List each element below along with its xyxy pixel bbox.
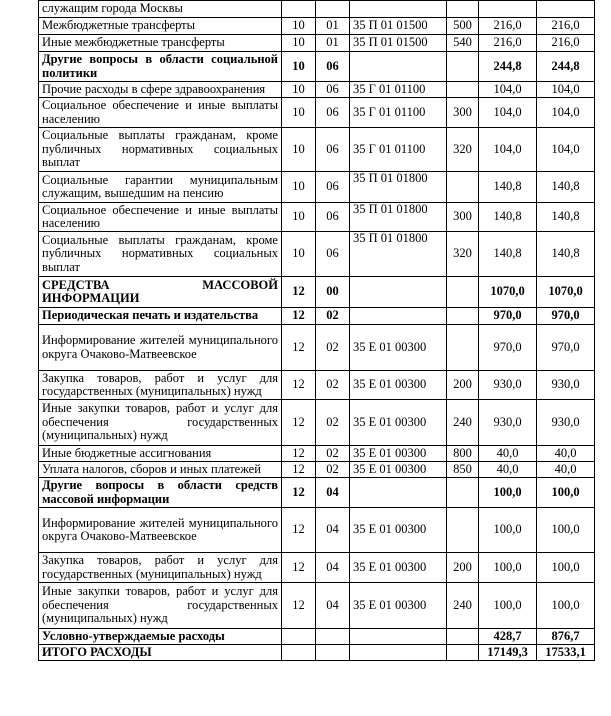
table-row	[39, 629, 595, 645]
expense-type-cell: 200	[447, 553, 479, 583]
amount-year2-cell	[537, 1, 595, 18]
expense-name-cell: Социальное обеспечение и иные выплаты населению	[39, 203, 282, 232]
expense-name-cell: Информирование жителей муниципального округа Очаково-Матвеевское	[39, 325, 282, 371]
table-row	[39, 446, 595, 462]
table-row	[39, 172, 595, 203]
expense-type-cell: 240	[447, 400, 479, 446]
expense-type-cell	[447, 478, 479, 508]
section-code-cell: 10	[282, 82, 316, 98]
section-code-cell: 12	[282, 400, 316, 446]
amount-year1-cell: 17149,3	[479, 645, 537, 661]
target-article-cell: 35 П 01 01800	[350, 172, 447, 203]
table-row	[39, 645, 595, 661]
target-article-cell	[350, 629, 447, 645]
table-row	[39, 478, 595, 508]
amount-year2-cell: 100,0	[537, 508, 595, 553]
expense-type-cell: 300	[447, 203, 479, 232]
table-row	[39, 308, 595, 325]
table-row	[39, 203, 595, 232]
amount-year2-cell: 104,0	[537, 128, 595, 172]
subsection-code-cell: 04	[316, 508, 350, 553]
amount-year2-cell: 104,0	[537, 82, 595, 98]
table-row	[39, 553, 595, 583]
table-row	[39, 98, 595, 128]
expense-type-cell	[447, 325, 479, 371]
section-code-cell: 12	[282, 583, 316, 629]
amount-year2-cell: 100,0	[537, 583, 595, 629]
expense-name-cell: ИТОГО РАСХОДЫ	[39, 645, 282, 661]
expense-type-cell: 300	[447, 98, 479, 128]
amount-year2-cell: 216,0	[537, 35, 595, 52]
table-row	[39, 325, 595, 371]
target-article-cell: 35 Г 01 01100	[350, 128, 447, 172]
amount-year1-cell: 244,8	[479, 52, 537, 82]
expense-name-cell: Иные закупки товаров, работ и услуг для обеспечения государственных (муниципальных) нужд	[39, 583, 282, 629]
expense-type-cell: 540	[447, 35, 479, 52]
expense-name-cell: Закупка товаров, работ и услуг для государственных (муниципальных) нужд	[39, 371, 282, 400]
expense-type-cell	[447, 52, 479, 82]
target-article-cell	[350, 52, 447, 82]
subsection-code-cell: 02	[316, 400, 350, 446]
amount-year2-cell: 216,0	[537, 18, 595, 35]
table-row	[39, 35, 595, 52]
expense-name-cell: Социальные гарантии муниципальным служащим, вышедшим на пенсию	[39, 172, 282, 203]
expense-name-cell: СРЕДСТВА МАССОВОЙ ИНФОРМАЦИИ	[39, 277, 282, 308]
expense-name-cell: Уплата налогов, сборов и иных платежей	[39, 462, 282, 478]
amount-year1-cell: 970,0	[479, 325, 537, 371]
amount-year1-cell: 140,8	[479, 172, 537, 203]
subsection-code-cell: 02	[316, 325, 350, 371]
amount-year2-cell: 244,8	[537, 52, 595, 82]
target-article-cell	[350, 308, 447, 325]
expense-name-cell: Условно-утверждаемые расходы	[39, 629, 282, 645]
expense-name-cell: Иные бюджетные ассигнования	[39, 446, 282, 462]
target-article-cell	[350, 277, 447, 308]
expense-type-cell: 320	[447, 232, 479, 277]
table-row	[39, 371, 595, 400]
amount-year1-cell: 104,0	[479, 82, 537, 98]
expense-name-cell: Социальное обеспечение и иные выплаты населению	[39, 98, 282, 128]
amount-year1-cell: 1070,0	[479, 277, 537, 308]
target-article-cell: 35 П 01 01800	[350, 232, 447, 277]
target-article-cell: 35 Г 01 01100	[350, 98, 447, 128]
amount-year1-cell: 100,0	[479, 583, 537, 629]
section-code-cell: 10	[282, 232, 316, 277]
target-article-cell: 35 Е 01 00300	[350, 553, 447, 583]
section-code-cell	[282, 629, 316, 645]
target-article-cell: 35 Е 01 00300	[350, 446, 447, 462]
subsection-code-cell: 04	[316, 583, 350, 629]
subsection-code-cell: 02	[316, 446, 350, 462]
amount-year2-cell: 100,0	[537, 553, 595, 583]
section-code-cell: 12	[282, 446, 316, 462]
amount-year2-cell: 140,8	[537, 232, 595, 277]
expense-name-cell: Прочие расходы в сфере здравоохранения	[39, 82, 282, 98]
expense-name-cell: Периодическая печать и издательства	[39, 308, 282, 325]
section-code-cell: 12	[282, 462, 316, 478]
section-code-cell: 10	[282, 18, 316, 35]
expense-name-cell: Информирование жителей муниципального округа Очаково-Матвеевское	[39, 508, 282, 553]
table-row	[39, 583, 595, 629]
section-code-cell: 10	[282, 203, 316, 232]
target-article-cell: 35 Е 01 00300	[350, 325, 447, 371]
subsection-code-cell: 06	[316, 82, 350, 98]
table-row	[39, 508, 595, 553]
amount-year1-cell	[479, 1, 537, 18]
table-body	[39, 1, 595, 661]
amount-year1-cell: 40,0	[479, 462, 537, 478]
expense-type-cell	[447, 508, 479, 553]
section-code-cell: 12	[282, 508, 316, 553]
amount-year1-cell: 216,0	[479, 18, 537, 35]
amount-year1-cell: 216,0	[479, 35, 537, 52]
subsection-code-cell: 06	[316, 172, 350, 203]
subsection-code-cell: 00	[316, 277, 350, 308]
amount-year2-cell: 40,0	[537, 446, 595, 462]
section-code-cell	[282, 645, 316, 661]
expense-type-cell: 800	[447, 446, 479, 462]
expense-type-cell: 200	[447, 371, 479, 400]
subsection-code-cell: 06	[316, 52, 350, 82]
target-article-cell	[350, 645, 447, 661]
expense-type-cell: 320	[447, 128, 479, 172]
amount-year2-cell: 140,8	[537, 203, 595, 232]
table-row	[39, 232, 595, 277]
amount-year1-cell: 104,0	[479, 128, 537, 172]
subsection-code-cell: 04	[316, 553, 350, 583]
subsection-code-cell: 02	[316, 462, 350, 478]
subsection-code-cell	[316, 629, 350, 645]
section-code-cell: 12	[282, 325, 316, 371]
table-row	[39, 128, 595, 172]
target-article-cell: 35 Е 01 00300	[350, 462, 447, 478]
target-article-cell	[350, 1, 447, 18]
expense-name-cell: Социальные выплаты гражданам, кроме публичных нормативных социальных выплат	[39, 232, 282, 277]
amount-year2-cell: 17533,1	[537, 645, 595, 661]
amount-year1-cell: 40,0	[479, 446, 537, 462]
amount-year2-cell: 140,8	[537, 172, 595, 203]
amount-year2-cell: 100,0	[537, 478, 595, 508]
expense-name-cell: Иные межбюджетные трансферты	[39, 35, 282, 52]
subsection-code-cell: 06	[316, 203, 350, 232]
table-row	[39, 277, 595, 308]
amount-year2-cell: 104,0	[537, 98, 595, 128]
amount-year1-cell: 930,0	[479, 371, 537, 400]
section-code-cell: 12	[282, 277, 316, 308]
expense-type-cell: 240	[447, 583, 479, 629]
subsection-code-cell: 01	[316, 35, 350, 52]
subsection-code-cell: 02	[316, 308, 350, 325]
amount-year1-cell: 428,7	[479, 629, 537, 645]
subsection-code-cell: 06	[316, 128, 350, 172]
amount-year2-cell: 970,0	[537, 308, 595, 325]
expense-type-cell: 850	[447, 462, 479, 478]
expense-name-cell: Межбюджетные трансферты	[39, 18, 282, 35]
expense-type-cell	[447, 645, 479, 661]
subsection-code-cell	[316, 645, 350, 661]
target-article-cell: 35 Е 01 00300	[350, 400, 447, 446]
expense-name-cell: Социальные выплаты гражданам, кроме публичных нормативных социальных выплат	[39, 128, 282, 172]
expense-name-cell: Закупка товаров, работ и услуг для государственных (муниципальных) нужд	[39, 553, 282, 583]
subsection-code-cell: 06	[316, 98, 350, 128]
section-code-cell: 10	[282, 35, 316, 52]
table-row	[39, 52, 595, 82]
expense-name-cell: Другие вопросы в области средств массовой информации	[39, 478, 282, 508]
target-article-cell: 35 Е 01 00300	[350, 371, 447, 400]
target-article-cell: 35 Е 01 00300	[350, 508, 447, 553]
amount-year1-cell: 104,0	[479, 98, 537, 128]
expense-name-cell: служащим города Москвы	[39, 1, 282, 18]
target-article-cell: 35 Г 01 01100	[350, 82, 447, 98]
subsection-code-cell: 01	[316, 18, 350, 35]
section-code-cell: 10	[282, 128, 316, 172]
amount-year2-cell: 876,7	[537, 629, 595, 645]
section-code-cell: 12	[282, 478, 316, 508]
table-row	[39, 1, 595, 18]
subsection-code-cell	[316, 1, 350, 18]
amount-year2-cell: 970,0	[537, 325, 595, 371]
amount-year2-cell: 40,0	[537, 462, 595, 478]
amount-year1-cell: 100,0	[479, 508, 537, 553]
table-row	[39, 462, 595, 478]
target-article-cell: 35 П 01 01500	[350, 18, 447, 35]
amount-year1-cell: 970,0	[479, 308, 537, 325]
expense-type-cell: 500	[447, 18, 479, 35]
section-code-cell: 12	[282, 308, 316, 325]
target-article-cell	[350, 478, 447, 508]
table-row	[39, 82, 595, 98]
section-code-cell	[282, 1, 316, 18]
amount-year1-cell: 140,8	[479, 232, 537, 277]
target-article-cell: 35 П 01 01800	[350, 203, 447, 232]
target-article-cell: 35 Е 01 00300	[350, 583, 447, 629]
expense-type-cell	[447, 172, 479, 203]
section-code-cell: 10	[282, 172, 316, 203]
subsection-code-cell: 02	[316, 371, 350, 400]
subsection-code-cell: 04	[316, 478, 350, 508]
target-article-cell: 35 П 01 01500	[350, 35, 447, 52]
amount-year1-cell: 100,0	[479, 553, 537, 583]
amount-year1-cell: 140,8	[479, 203, 537, 232]
expense-type-cell	[447, 1, 479, 18]
expense-type-cell	[447, 308, 479, 325]
expense-name-cell: Другие вопросы в области социальной политики	[39, 52, 282, 82]
section-code-cell: 10	[282, 98, 316, 128]
amount-year1-cell: 100,0	[479, 478, 537, 508]
section-code-cell: 12	[282, 553, 316, 583]
table-row	[39, 18, 595, 35]
expense-name-cell: Иные закупки товаров, работ и услуг для обеспечения государственных (муниципальных) нужд	[39, 400, 282, 446]
table-row	[39, 400, 595, 446]
expense-type-cell	[447, 277, 479, 308]
amount-year2-cell: 930,0	[537, 371, 595, 400]
section-code-cell: 10	[282, 52, 316, 82]
expense-type-cell	[447, 629, 479, 645]
subsection-code-cell: 06	[316, 232, 350, 277]
expense-type-cell	[447, 82, 479, 98]
amount-year2-cell: 1070,0	[537, 277, 595, 308]
section-code-cell: 12	[282, 371, 316, 400]
amount-year2-cell: 930,0	[537, 400, 595, 446]
amount-year1-cell: 930,0	[479, 400, 537, 446]
budget-expenses-table	[38, 0, 595, 661]
